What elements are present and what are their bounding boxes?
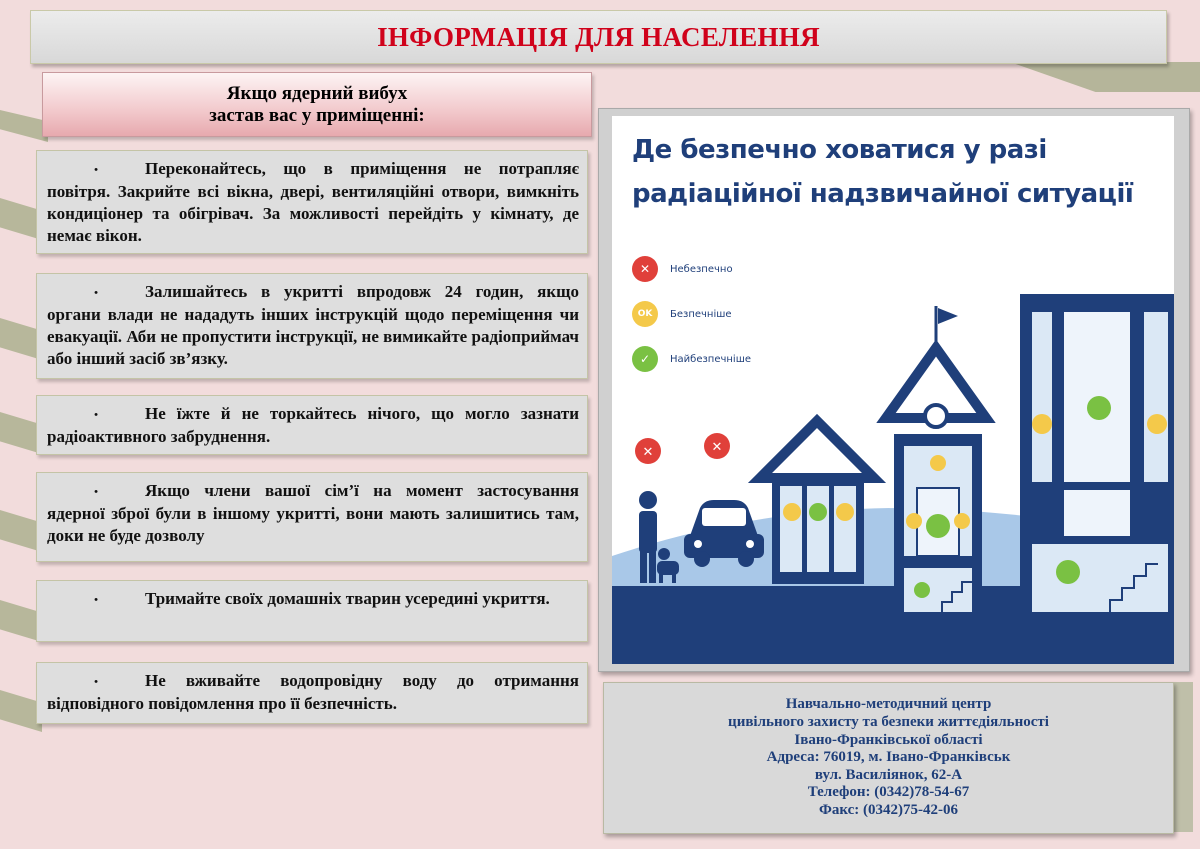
legend-label: Безпечніше <box>670 308 732 320</box>
footer-shadow-edge <box>1173 682 1193 832</box>
check-icon: ✓ <box>632 346 658 372</box>
header-banner <box>30 10 1167 64</box>
info-item-6 <box>36 662 588 724</box>
info-item-1 <box>36 150 588 254</box>
info-item-text: Залишайтесь в укритті впродовж 24 годин, якщо органи влади не нададуть інших інструкцій щодо переміщення чи евакуації. Аби не пропустити інструкції, не вимикайте радіоприймач або інший засіб зв’язку. <box>47 282 579 369</box>
shelter-illustration <box>612 116 1174 664</box>
scene-graphic <box>612 116 1174 664</box>
footer-line-phone: Телефон: (0342)78-54-67 <box>807 784 970 801</box>
page-title: ІНФОРМАЦІЯ ДЛЯ НАСЕЛЕННЯ <box>377 21 820 52</box>
info-item-text: Тримайте своїх домашніх тварин усередині укриття. <box>145 589 550 608</box>
house-icon <box>760 421 874 584</box>
footer-line-org-2: цивільного захисту та безпеки життєдіяльності <box>728 714 1049 731</box>
school-building-icon <box>886 306 986 620</box>
bullet-icon: • <box>94 409 98 422</box>
info-item-5 <box>36 580 588 642</box>
illustration-title: Де безпечно ховатися у разі радіаційної надзвичайної ситуації <box>632 135 1134 209</box>
legend-label: Найбезпечніше <box>670 353 752 365</box>
svg-text:✕: ✕ <box>711 440 723 455</box>
subtitle-ribbon-tail <box>0 110 48 142</box>
car-icon <box>684 500 764 567</box>
subtitle-line-2: застав вас у приміщенні: <box>209 104 425 126</box>
apartment-building-icon <box>1020 294 1174 620</box>
bullet-icon: • <box>94 676 98 689</box>
info-item-text: Не їжте й не торкайтесь нічого, що могло зазнати радіоактивного забруднення. <box>47 404 579 447</box>
footer-line-address: Адреса: 76019, м. Івано-Франківськ <box>766 749 1011 766</box>
header-ribbon-tail <box>1010 62 1200 92</box>
svg-text:✕: ✕ <box>642 445 654 460</box>
section-subtitle <box>42 72 592 137</box>
bullet-icon: • <box>94 594 98 607</box>
ok-icon: OK <box>632 301 658 327</box>
legend-label: Небезпечно <box>670 263 733 275</box>
info-item-2 <box>36 273 588 379</box>
bullet-icon: • <box>94 164 98 177</box>
footer-line-street: вул. Василіянок, 62-А <box>814 766 963 783</box>
footer-line-org: Навчально-методичний центр <box>785 696 992 713</box>
cross-icon: ✕ <box>632 256 658 282</box>
subtitle-line-1: Якщо ядерний вибух <box>226 82 408 104</box>
info-item-text: Переконайтесь, що в приміщення не потрапляє повітря. Закрийте всі вікна, двері, вентиляційні отвори, вимкніть кондиціонер та обігрівач. За можливості перейдіть у кімнату, де немає вікон. <box>47 159 579 246</box>
footer-line-fax: Факс: (0342)75-42-06 <box>818 801 959 818</box>
info-item-text: Не вживайте водопровідну воду до отримання відповідного повідомлення про її безпечність. <box>47 671 579 714</box>
bullet-icon: • <box>94 486 98 499</box>
info-item-3 <box>36 395 588 455</box>
contact-info-box <box>603 682 1174 834</box>
footer-line-region: Івано-Франківської області <box>794 731 983 748</box>
bullet-icon: • <box>94 287 98 300</box>
info-item-text: Якщо члени вашої сім’ї на момент застосування ядерної зброї були в іншому укритті, вони мають залишитись там, доки не буде дозволу <box>47 481 579 546</box>
info-item-4 <box>36 472 588 562</box>
